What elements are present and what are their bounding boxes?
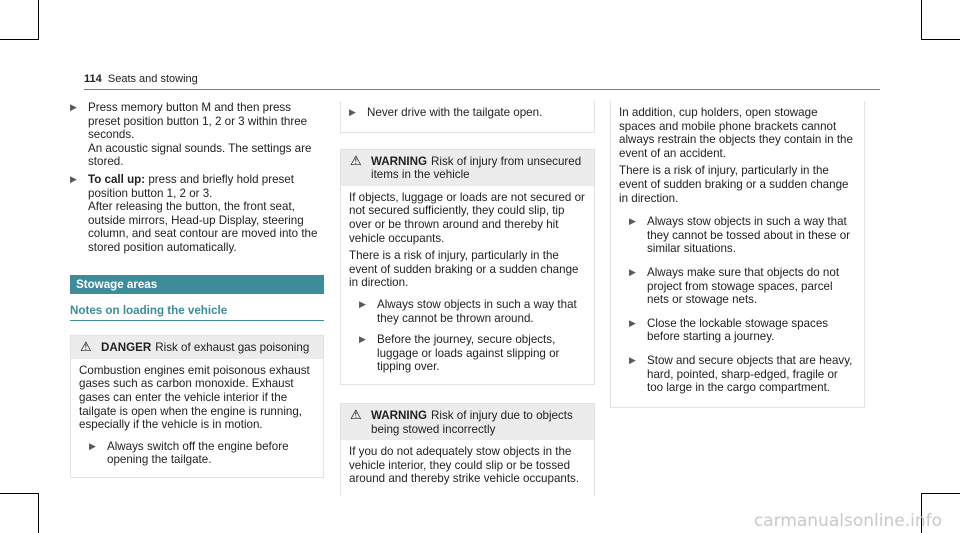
column-2: [340, 101, 595, 496]
arrow-icon: ▶: [89, 440, 96, 451]
step-text: Always make sure that objects do not project from stowage spaces, parcel nets or stowage nets.: [647, 265, 840, 307]
crop-mark: [0, 39, 38, 40]
arrow-icon: ▶: [359, 298, 366, 309]
danger-header: [71, 336, 323, 359]
step-item: [629, 215, 856, 256]
step-item: [629, 317, 856, 344]
crop-mark: [38, 493, 39, 533]
step-item: [70, 173, 324, 255]
watermark: carmanualsonline.info: [753, 511, 942, 532]
step-text: Always stow objects in such a way that they cannot be tossed about in these or similar situations.: [647, 215, 851, 256]
step-item: [349, 106, 586, 120]
step-text: Always switch off the engine before opening the tailgate.: [107, 439, 289, 467]
warning-text: There is a risk of injury, particularly in the event of sudden braking or a sudden change in direction.: [349, 249, 579, 290]
warning-keyword: WARNING: [371, 408, 428, 422]
arrow-icon: ▶: [349, 107, 356, 117]
warning-body: [341, 186, 594, 384]
page-header: [84, 73, 198, 87]
warning-header: [341, 150, 594, 186]
crop-mark: [921, 0, 922, 40]
arrow-icon: ▶: [629, 317, 636, 328]
step-text: Before the journey, secure objects, luggage or loads against slipping or tipping over.: [377, 333, 560, 374]
warning-keyword: WARNING: [371, 154, 428, 168]
step-text-body: press and briefly hold preset position button 1, 2 or 3.: [88, 172, 294, 200]
warning-box: [340, 403, 595, 496]
crop-mark: [922, 493, 960, 494]
danger-box: [70, 335, 324, 478]
danger-keyword: DANGER: [101, 341, 152, 355]
step-item: [629, 266, 856, 307]
step-item: [70, 101, 324, 169]
continued-box: [340, 101, 595, 133]
arrow-icon: ▶: [359, 334, 366, 345]
crop-mark: [0, 493, 38, 494]
step-text: Press memory button M and then press preset position button 1, 2 or 3 within three seconds.: [88, 101, 308, 142]
subsection-title: Notes on loading the vehicle: [70, 304, 324, 322]
step-note: After releasing the button, the front seat, outside mirrors, Head-up Display, steering column, and seat contour are moved into the stored position automatically.: [88, 200, 318, 254]
warning-triangle-icon: ⚠: [80, 339, 92, 355]
section-title: Stowage areas: [70, 275, 324, 294]
step-text: Never drive with the tailgate open.: [367, 106, 543, 119]
warning-box: [340, 149, 595, 385]
danger-body: [71, 359, 323, 477]
arrow-icon: ▶: [629, 266, 636, 277]
page-number: 114: [84, 73, 102, 85]
step-item: [629, 354, 856, 395]
step-text: [88, 173, 324, 200]
column-1: [70, 101, 324, 478]
warning-body: [341, 440, 594, 496]
crop-mark: [922, 39, 960, 40]
column-3: [610, 101, 865, 408]
step-item: [359, 298, 586, 325]
body-text: There is a risk of injury, particularly in the event of sudden braking or a sudden change in direction.: [619, 164, 849, 205]
warning-title: Risk of injury due to objects being stowed incorrectly: [371, 408, 573, 436]
section-name: Seats and stowing: [107, 73, 198, 85]
arrow-icon: ▶: [629, 354, 636, 365]
warning-text: If objects, luggage or loads are not secured or not secured sufficiently, they could slip, tip over or be thrown around and thereby hit vehicle occupants.: [349, 190, 585, 245]
arrow-icon: ▶: [70, 173, 77, 184]
arrow-icon: ▶: [70, 102, 77, 112]
crop-mark: [38, 0, 39, 40]
warning-title: Risk of injury from unsecured items in the vehicle: [371, 154, 582, 182]
danger-title: Risk of exhaust gas poisoning: [155, 341, 310, 355]
step-text: Always stow objects in such a way that they cannot be thrown around.: [377, 297, 577, 325]
danger-text: Combustion engines emit poisonous exhaust gases such as carbon monoxide. Exhaust gases can enter the vehicle interior if the tailgate is open when the engine is running, especially if the vehicle is in motion.: [79, 363, 310, 432]
header-rule: [84, 89, 880, 90]
step-text: Close the lockable stowage spaces before starting a journey.: [647, 316, 829, 344]
body-text: In addition, cup holders, open stowage spaces and mobile phone brackets cannot always restrain the objects they contain in the event of an accident.: [619, 106, 853, 160]
step-item: [359, 333, 586, 374]
step-label: To call up:: [88, 172, 146, 186]
warning-triangle-icon: ⚠: [350, 152, 362, 168]
warning-header: [341, 404, 594, 440]
continued-box: [610, 101, 865, 408]
warning-triangle-icon: ⚠: [350, 406, 362, 422]
step-note: An acoustic signal sounds. The settings are stored.: [88, 141, 312, 169]
step-item: [89, 440, 315, 467]
warning-text: If you do not adequately stow objects in the vehicle interior, they could slip or be tossed around and thereby strike vehicle occupants.: [349, 445, 580, 486]
arrow-icon: ▶: [629, 216, 636, 227]
step-text: Stow and secure objects that are heavy, hard, pointed, sharp-edged, fragile or too large in the cargo compartment.: [647, 353, 853, 395]
